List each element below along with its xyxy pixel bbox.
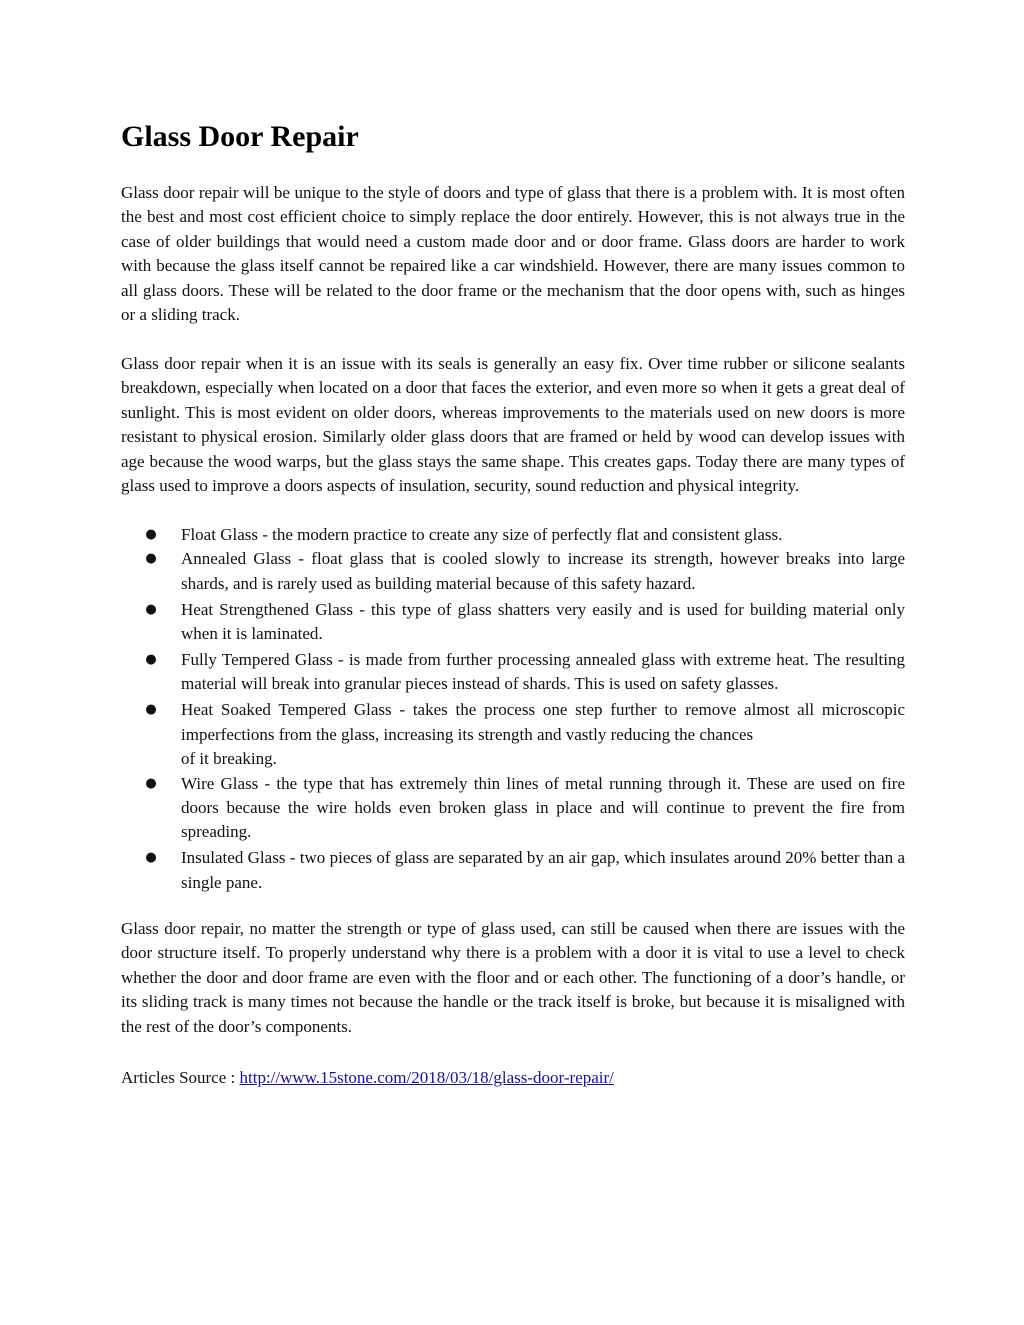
list-item-heat-soaked-tempered-glass: [121, 698, 905, 771]
list-item-text: Heat Strengthened Glass - this type of glass shatters very easily and is used for building material only when it is laminated.: [181, 599, 905, 644]
bullet-icon: ●: [145, 652, 157, 668]
list-item-annealed-glass: [121, 547, 905, 596]
bullet-icon: ●: [145, 702, 157, 718]
list-item-text: Fully Tempered Glass - is made from further processing annealed glass with extreme heat. The resulting material will break into granular pieces instead of shards. This is used on safety glasses.: [181, 650, 905, 694]
list-item-heat-strengthened-glass: [121, 598, 905, 647]
paragraph-intro: Glass door repair will be unique to the style of doors and type of glass that there is a problem with. It is most often the best and most cost efficient choice to simply replace the door entirely. However, this is not always true in the case of older buildings that would need a custom made door and or door frame. Glass doors are harder to work with because the glass itself cannot be repaired like a car windshield. However, there are many issues common to all glass doors. These will be related to the door frame or the mechanism that the door opens with, such as hinges or a sliding track.: [121, 183, 905, 325]
glass-types-list: [121, 523, 905, 897]
list-item-fully-tempered-glass: [121, 648, 905, 697]
articles-source: [121, 1066, 614, 1090]
list-item-text: Float Glass - the modern practice to create any size of perfectly flat and consistent glass.: [181, 525, 783, 544]
list-item-text: Insulated Glass - two pieces of glass are separated by an air gap, which insulates around 20% better than a single pane.: [181, 848, 905, 892]
list-item-text: Wire Glass - the type that has extremely thin lines of metal running through it. These are used on fire doors because the wire holds even broken glass in place and will continue to prevent the fire from spreading.: [181, 773, 905, 842]
bullet-icon: ●: [145, 601, 157, 617]
list-item-text: Annealed Glass - float glass that is cooled slowly to increase its strength, however breaks into large shards, and is rarely used as building material because of this safety hazard.: [181, 549, 905, 593]
list-item-insulated-glass: [121, 846, 905, 895]
source-label: Articles Source :: [121, 1068, 240, 1087]
list-item-wire-glass: [121, 772, 905, 845]
source-link[interactable]: http://www.15stone.com/2018/03/18/glass-door-repair/: [239, 1068, 614, 1087]
paragraph-seals: Glass door repair when it is an issue with its seals is generally an easy fix. Over time rubber or silicone sealants breakdown, especially when located on a door that faces the exterior, and even more so when it gets a great deal of sunlight. This is most evident on older doors, whereas improvements to the materials used on new doors is more resistant to physical erosion. Similarly older glass doors that are framed or held by wood can develop issues with age because the wood warps, but the glass stays the same shape. This creates gaps. Today there are many types of glass used to improve a doors aspects of insulation, security, sound reduction and physical integrity.: [121, 354, 905, 496]
bullet-icon: ●: [145, 527, 157, 542]
list-item-float-glass: [121, 523, 905, 547]
bullet-icon: ●: [145, 551, 157, 567]
page-title: Glass Door Repair: [121, 120, 359, 153]
bullet-icon: ●: [145, 775, 157, 791]
paragraph-door-structure: Glass door repair, no matter the strength or type of glass used, can still be caused when there are issues with the door structure itself. To properly understand why there is a problem with a door it is vital to use a level to check whether the door and door frame are even with the floor and or each other. The functioning of a door’s handle, or its sliding track is many times not because the handle or the track itself is broke, but because it is misaligned with the rest of the door’s components.: [121, 919, 905, 1036]
list-item-text-tail: of it breaking.: [181, 749, 277, 769]
list-item-text: Heat Soaked Tempered Glass - takes the process one step further to remove almost all microscopic imperfections from the glass, increasing its strength and vastly reducing the chances: [181, 700, 905, 744]
bullet-icon: ●: [145, 850, 157, 866]
